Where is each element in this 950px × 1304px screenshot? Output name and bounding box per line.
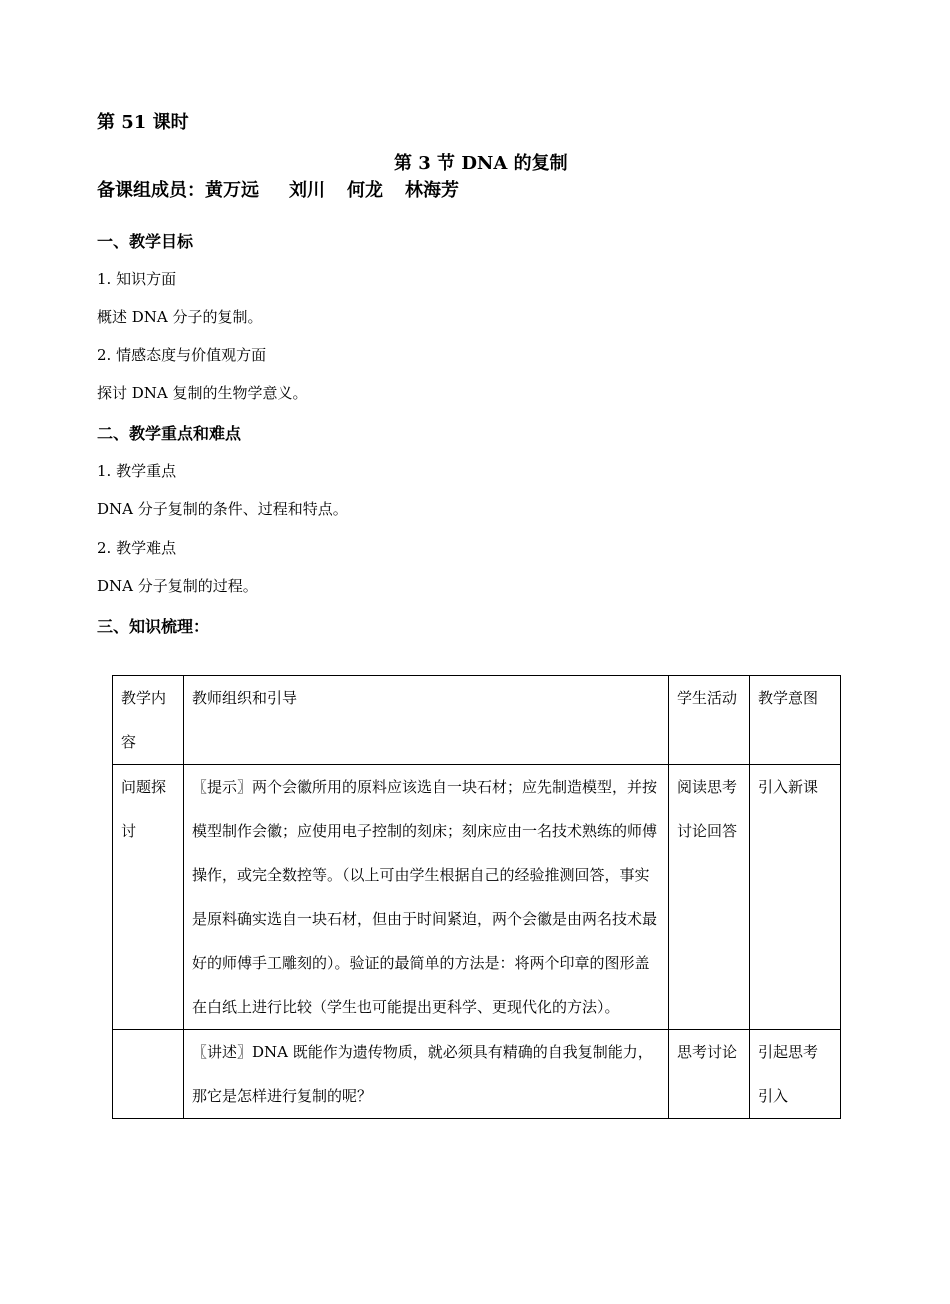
table-cell-teacher: 〖讲述〗DNA 既能作为遗传物质，就必须具有精确的自我复制能力，那它是怎样进行复制的呢？ <box>184 1030 669 1119</box>
member-name: 何龙 <box>347 180 383 201</box>
section-heading-key-points: 二、教学重点和难点 <box>97 424 242 443</box>
page-title: 第 3 节 DNA 的复制 <box>394 153 568 174</box>
key-point-item1-text: DNA 分子复制的条件、过程和特点。 <box>97 500 348 518</box>
member-name: 黄万远 <box>205 180 259 201</box>
key-point-item2-label: 2. 教学难点 <box>97 539 177 557</box>
table-cell-teacher: 〖提示〗两个会徽所用的原料应该选自一块石材；应先制造模型，并按模型制作会徽；应使用电子控制的刻床；刻床应由一名技术熟练的师傅操作，或完全数控等。（以上可由学生根据自己的经验推测回答，事实是原料确实选自一块石材，但由于时间紧迫，两个会徽是由两名技术最好的师傅手工雕刻的）。验证的最简单的方法是：将两个印章的图形盖在白纸上进行比较（学生也可能提出更科学、更现代化的方法）。 <box>184 765 669 1030</box>
member-name: 刘川 <box>289 180 325 201</box>
table-cell-student: 思考讨论 <box>669 1030 750 1119</box>
table-header-cell: 教学内容 <box>113 676 184 765</box>
objective-item1-label: 1. 知识方面 <box>97 270 177 288</box>
table-cell-intent: 引入新课 <box>750 765 841 1030</box>
section-heading-objectives: 一、教学目标 <box>97 232 194 251</box>
table-header-cell: 学生活动 <box>669 676 750 765</box>
objective-item2-text: 探讨 DNA 复制的生物学意义。 <box>97 384 308 402</box>
key-point-item2-text: DNA 分子复制的过程。 <box>97 577 258 595</box>
table-cell-student: 阅读思考讨论回答 <box>669 765 750 1030</box>
lesson-plan-table <box>112 675 841 1119</box>
lesson-number: 第 51 课时 <box>97 112 189 133</box>
table-cell-content: 问题探讨 <box>113 765 184 1030</box>
objective-item2-label: 2. 情感态度与价值观方面 <box>97 346 267 364</box>
section-heading-knowledge: 三、知识梳理： <box>97 617 210 636</box>
members-line <box>97 176 459 202</box>
objective-item1-text: 概述 DNA 分子的复制。 <box>97 308 263 326</box>
table-header-row <box>113 676 841 765</box>
table-cell-content <box>113 1030 184 1119</box>
table-cell-intent: 引起思考引入 <box>750 1030 841 1119</box>
table-row <box>113 1030 841 1119</box>
table-row <box>113 765 841 1030</box>
members-label: 备课组成员： <box>97 180 205 201</box>
table-header-cell: 教学意图 <box>750 676 841 765</box>
key-point-item1-label: 1. 教学重点 <box>97 462 177 480</box>
table-header-cell: 教师组织和引导 <box>184 676 669 765</box>
member-name: 林海芳 <box>405 180 459 201</box>
